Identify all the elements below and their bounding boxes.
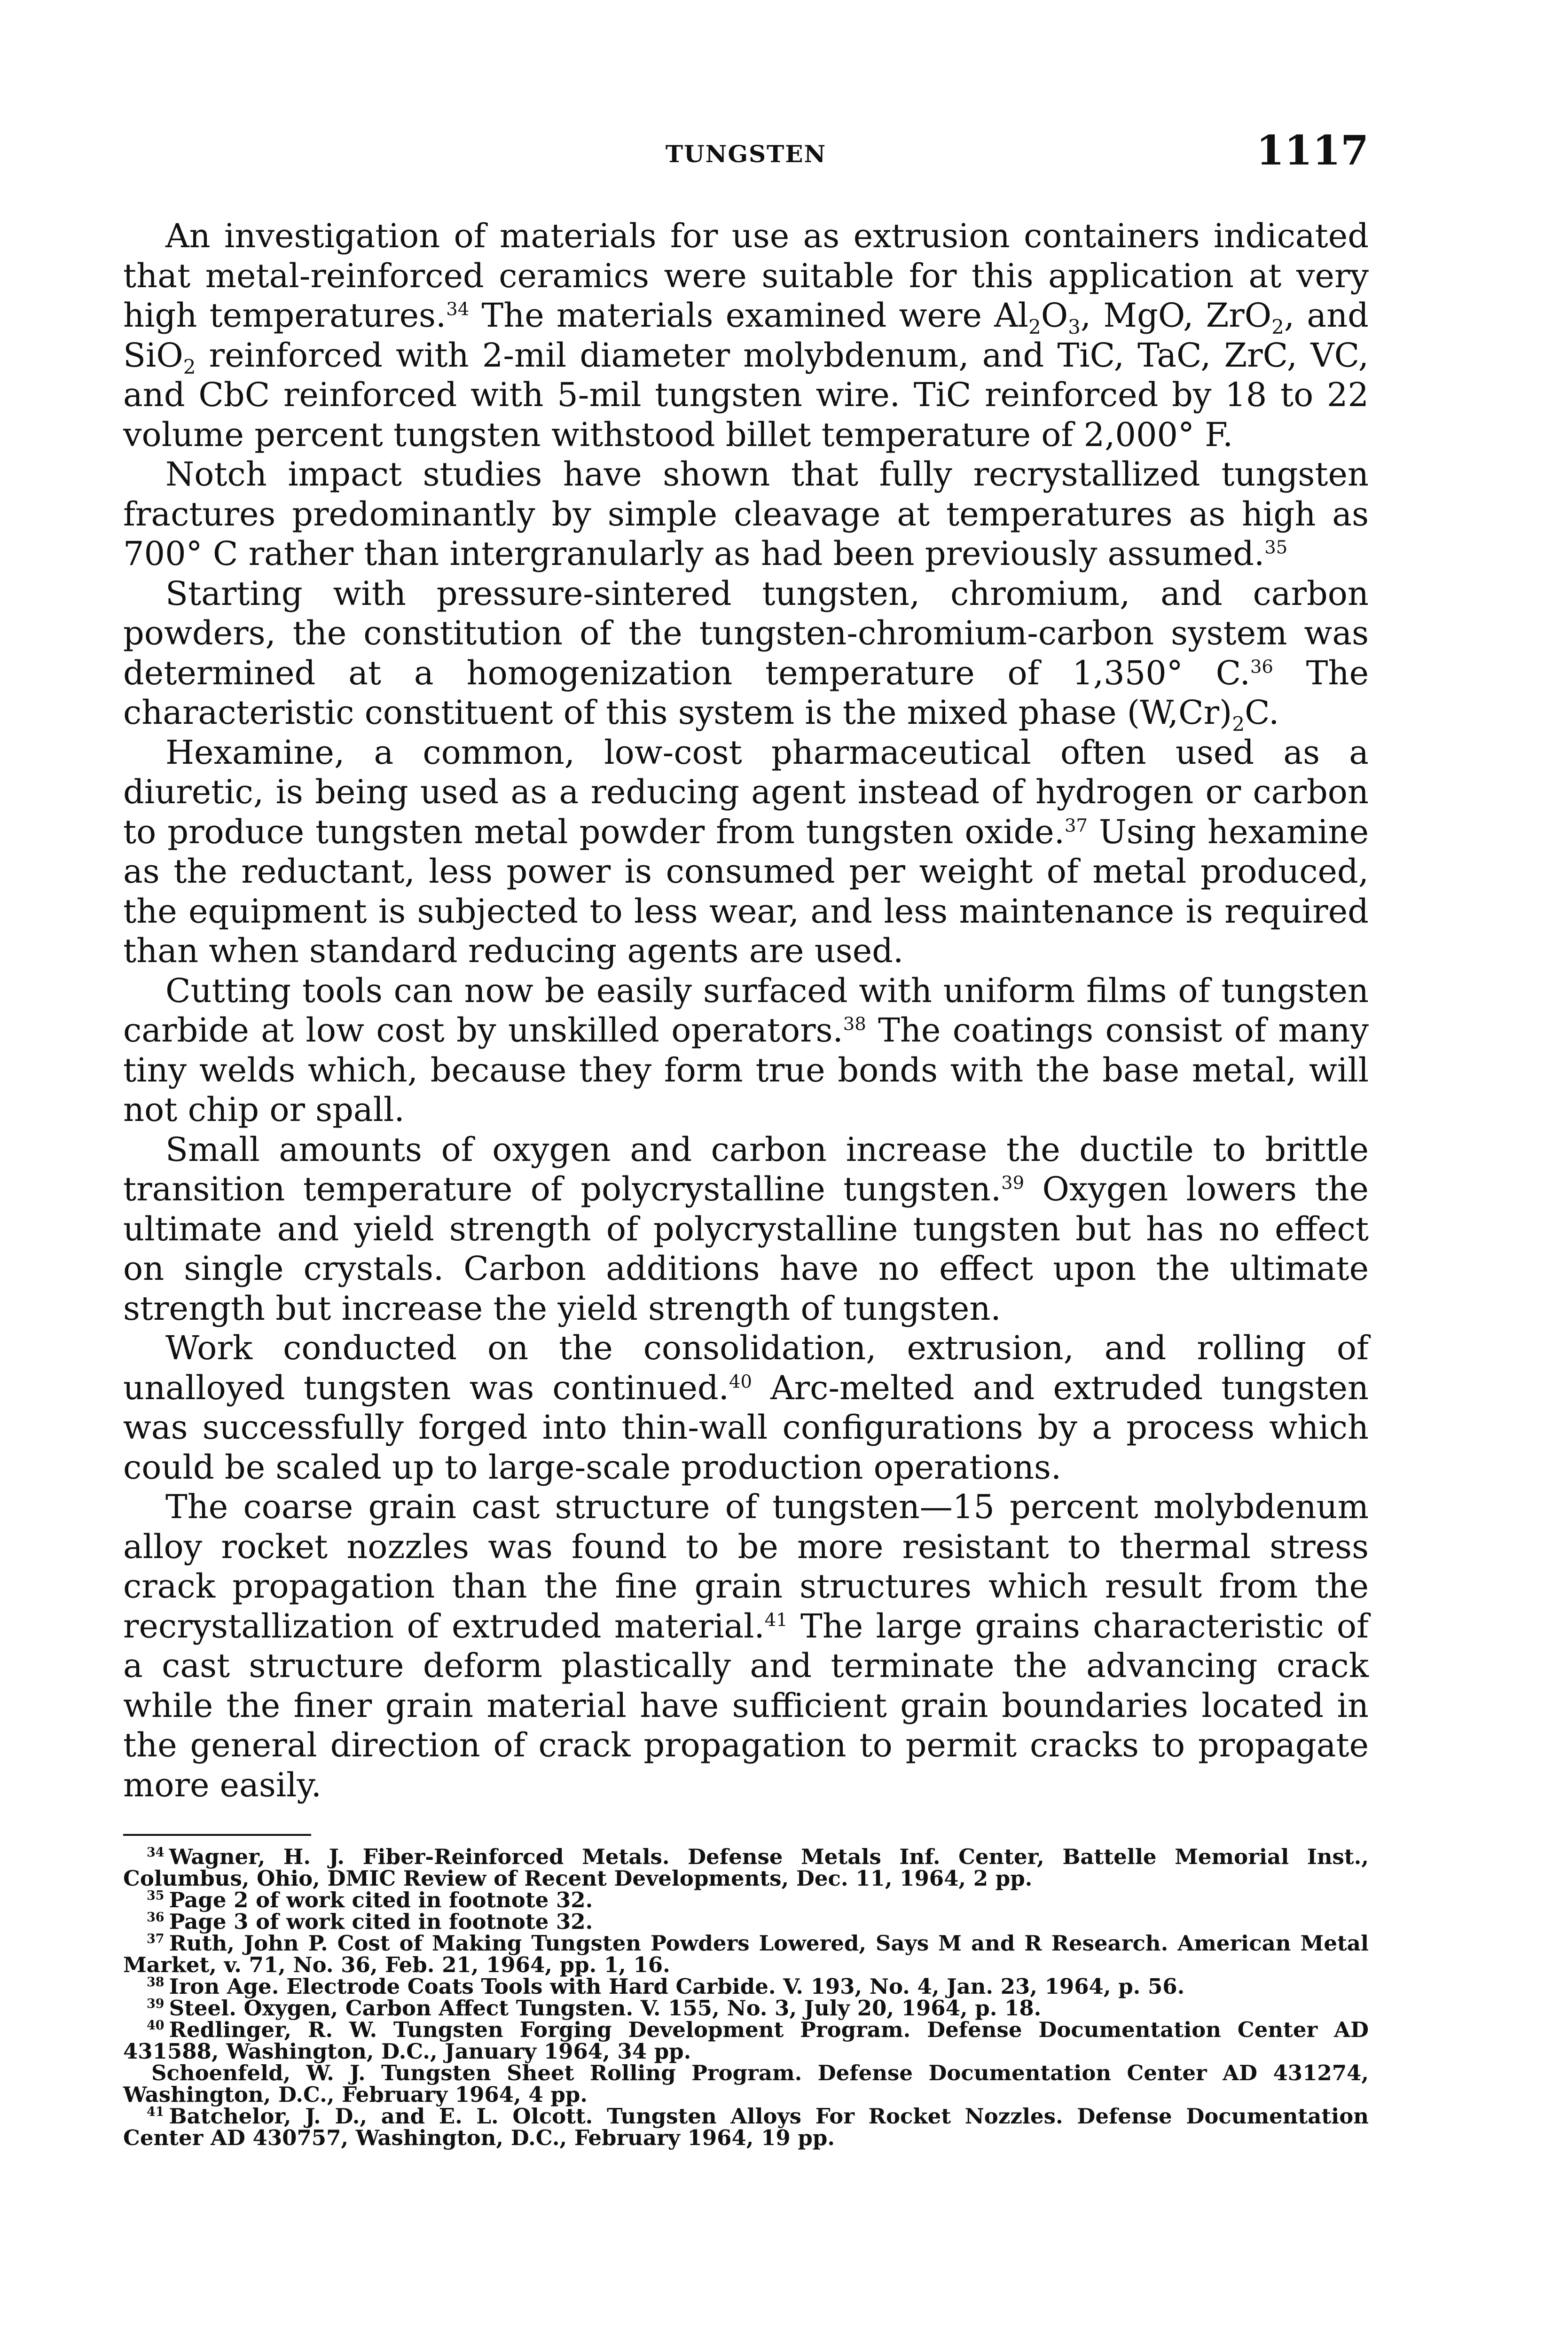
footnote-mark: 34	[147, 1845, 165, 1860]
text-run: The large grains characteristic of a cast structure deform plastically and terminate the advancing crack while the finer grain material have sufficient grain boundaries located in the general direction of crack propagation to permit cracks to propagate more easily.	[123, 1606, 1369, 1804]
footnote-ref: 34	[446, 298, 470, 320]
running-title: TUNGSTEN	[665, 140, 827, 168]
footnote	[123, 1976, 1369, 1998]
text-run: The materials examined were Al	[469, 296, 1029, 335]
paragraph	[123, 1487, 1369, 1805]
footnote	[123, 2062, 1369, 2106]
paragraph	[123, 733, 1369, 971]
footnote	[123, 1933, 1369, 1976]
footnote-text: Iron Age. Electrode Coats Tools with Hard Carbide. V. 193, No. 4, Jan. 23, 1964, p. 56.	[169, 1974, 1185, 1999]
footnote-mark: 38	[147, 1975, 165, 1990]
text-run: An investigation of materials for use as extrusion containers indicated that metal-reinforced ceramics were suitable for this application at very high temperatures.	[123, 217, 1369, 335]
paragraph	[123, 1130, 1369, 1329]
footnote-text: Page 2 of work cited in footnote 32.	[169, 1888, 593, 1912]
document-page	[123, 127, 1369, 2149]
subscript: 2	[1232, 713, 1245, 736]
footnote-mark: 35	[147, 1888, 165, 1903]
text-run: Arc-melted and extruded tungsten was successfully forged into thin-wall configurations by a process which could be scaled up to large-scale production operations.	[123, 1368, 1369, 1487]
footnote	[123, 1911, 1369, 1933]
text-run: Using hexamine as the reductant, less power is consumed per weight of metal produced, the equipment is subjected to less wear, and less maintenance is required than when standard reducing agents are used.	[123, 812, 1369, 970]
footnote-ref: 38	[843, 1013, 866, 1035]
running-header	[123, 127, 1369, 188]
text-run: Oxygen lowers the ultimate and yield strength of polycrystalline tungsten but has no effect on single crystals. Carbon additions have no effect upon the ultimate strength but increase the yield strength of tungsten.	[123, 1170, 1369, 1328]
footnote	[123, 2106, 1369, 2149]
footnote-text: Wagner, H. J. Fiber-Reinforced Metals. Defense Metals Inf. Center, Battelle Memorial Inst., Columbus, Ohio, DMIC Review of Recent Developments, Dec. 11, 1964, 2 pp.	[123, 1844, 1369, 1891]
text-run: C.	[1245, 693, 1279, 732]
subscript: 2	[1271, 315, 1284, 338]
text-run: Cutting tools can now be easily surfaced with uniform films of tungsten carbide at low cost by unskilled operators.	[123, 971, 1369, 1050]
footnote-ref: 35	[1264, 537, 1288, 558]
footnote	[123, 1889, 1369, 1911]
text-run: The coarse grain cast structure of tungsten—15 percent molybdenum alloy rocket nozzles was found to be more resistant to thermal stress crack propagation than the fine grain structures which result from the recrystallization of extruded material.	[123, 1488, 1369, 1645]
footnote	[123, 2019, 1369, 2062]
subscript: 2	[1028, 315, 1041, 338]
footnote-ref: 39	[1001, 1172, 1025, 1194]
footnote-text: Steel. Oxygen, Carbon Affect Tungsten. V. 155, No. 3, July 20, 1964, p. 18.	[169, 1996, 1042, 2021]
footnote-ref: 37	[1064, 815, 1088, 837]
paragraph	[123, 1328, 1369, 1487]
footnote-ref: 36	[1250, 656, 1273, 678]
footnote-mark: 37	[147, 1932, 165, 1946]
footnote-mark: 41	[147, 2105, 165, 2119]
text-run: O	[1041, 296, 1068, 335]
text-run: Starting with pressure-sintered tungsten, chromium, and carbon powders, the constitution of the tungsten-chromium-carbon system was determined at a homogenization temperature of 1,350° C.	[123, 574, 1369, 692]
footnote-text: Ruth, John P. Cost of Making Tungsten Powders Lowered, Says M and R Research. American Metal Market, v. 71, No. 36, Feb. 21, 1964, pp. 1, 16.	[123, 1931, 1369, 1977]
text-run: Work conducted on the consolidation, extrusion, and rolling of unalloyed tungsten was continued.	[123, 1329, 1369, 1407]
text-run: reinforced with 2-mil diameter molybdenum, and TiC, TaC, ZrC, VC, and CbC reinforced with 5-mil tungsten wire. TiC reinforced by 18 to 22 volume percent tungsten withstood billet temperature of 2,000° F.	[123, 336, 1369, 454]
footnote-text: Page 3 of work cited in footnote 32.	[169, 1909, 593, 1934]
text-run: Hexamine, a common, low-cost pharmaceutical often used as a diuretic, is being used as a reducing agent instead of hydrogen or carbon to produce tungsten metal powder from tungsten oxide.	[123, 733, 1369, 851]
paragraph	[123, 971, 1369, 1130]
footnotes	[123, 1846, 1369, 2149]
footnote-mark: 39	[147, 1997, 165, 2011]
text-run: Small amounts of oxygen and carbon increase the ductile to brittle transition temperature of polycrystalline tungsten.	[123, 1130, 1369, 1208]
text-run: The coatings consist of many tiny welds which, because they form true bonds with the base metal, will not chip or spall.	[123, 1011, 1369, 1129]
text-run: , MgO, ZrO	[1080, 296, 1272, 335]
footnote-mark: 40	[147, 2018, 165, 2033]
text-run: , and SiO	[123, 296, 1369, 375]
footnote-divider	[123, 1834, 311, 1836]
paragraph	[123, 574, 1369, 736]
paragraph	[123, 216, 1369, 454]
text-run: The characteristic constituent of this system is the mixed phase (W,Cr)	[123, 653, 1369, 732]
subscript: 3	[1068, 315, 1081, 338]
page-number: 1117	[1256, 127, 1369, 174]
footnote	[123, 1998, 1369, 2019]
paragraph	[123, 454, 1369, 574]
text-run: Notch impact studies have shown that fully recrystallized tungsten fractures predominantly by simple cleavage at temperatures as high as 700° C rather than intergranularly as had been previously assumed.	[123, 455, 1369, 573]
footnote-mark: 36	[147, 1910, 165, 1925]
body-text	[123, 216, 1369, 1805]
footnote-text: Schoenfeld, W. J. Tungsten Sheet Rolling Program. Defense Documentation Center AD 431274, Washington, D.C., February 1964, 4 pp.	[123, 2060, 1369, 2107]
footnote-ref: 41	[764, 1609, 788, 1631]
footnote-ref: 40	[729, 1371, 752, 1393]
footnote-text: Redlinger, R. W. Tungsten Forging Development Program. Defense Documentation Center AD 431588, Washington, D.C., January 1964, 34 pp.	[123, 2017, 1369, 2064]
footnote-text: Batchelor, J. D., and E. L. Olcott. Tungsten Alloys For Rocket Nozzles. Defense Documentation Center AD 430757, Washington, D.C., February 1964, 19 pp.	[123, 2104, 1369, 2150]
subscript: 2	[183, 355, 196, 378]
footnote	[123, 1846, 1369, 1889]
